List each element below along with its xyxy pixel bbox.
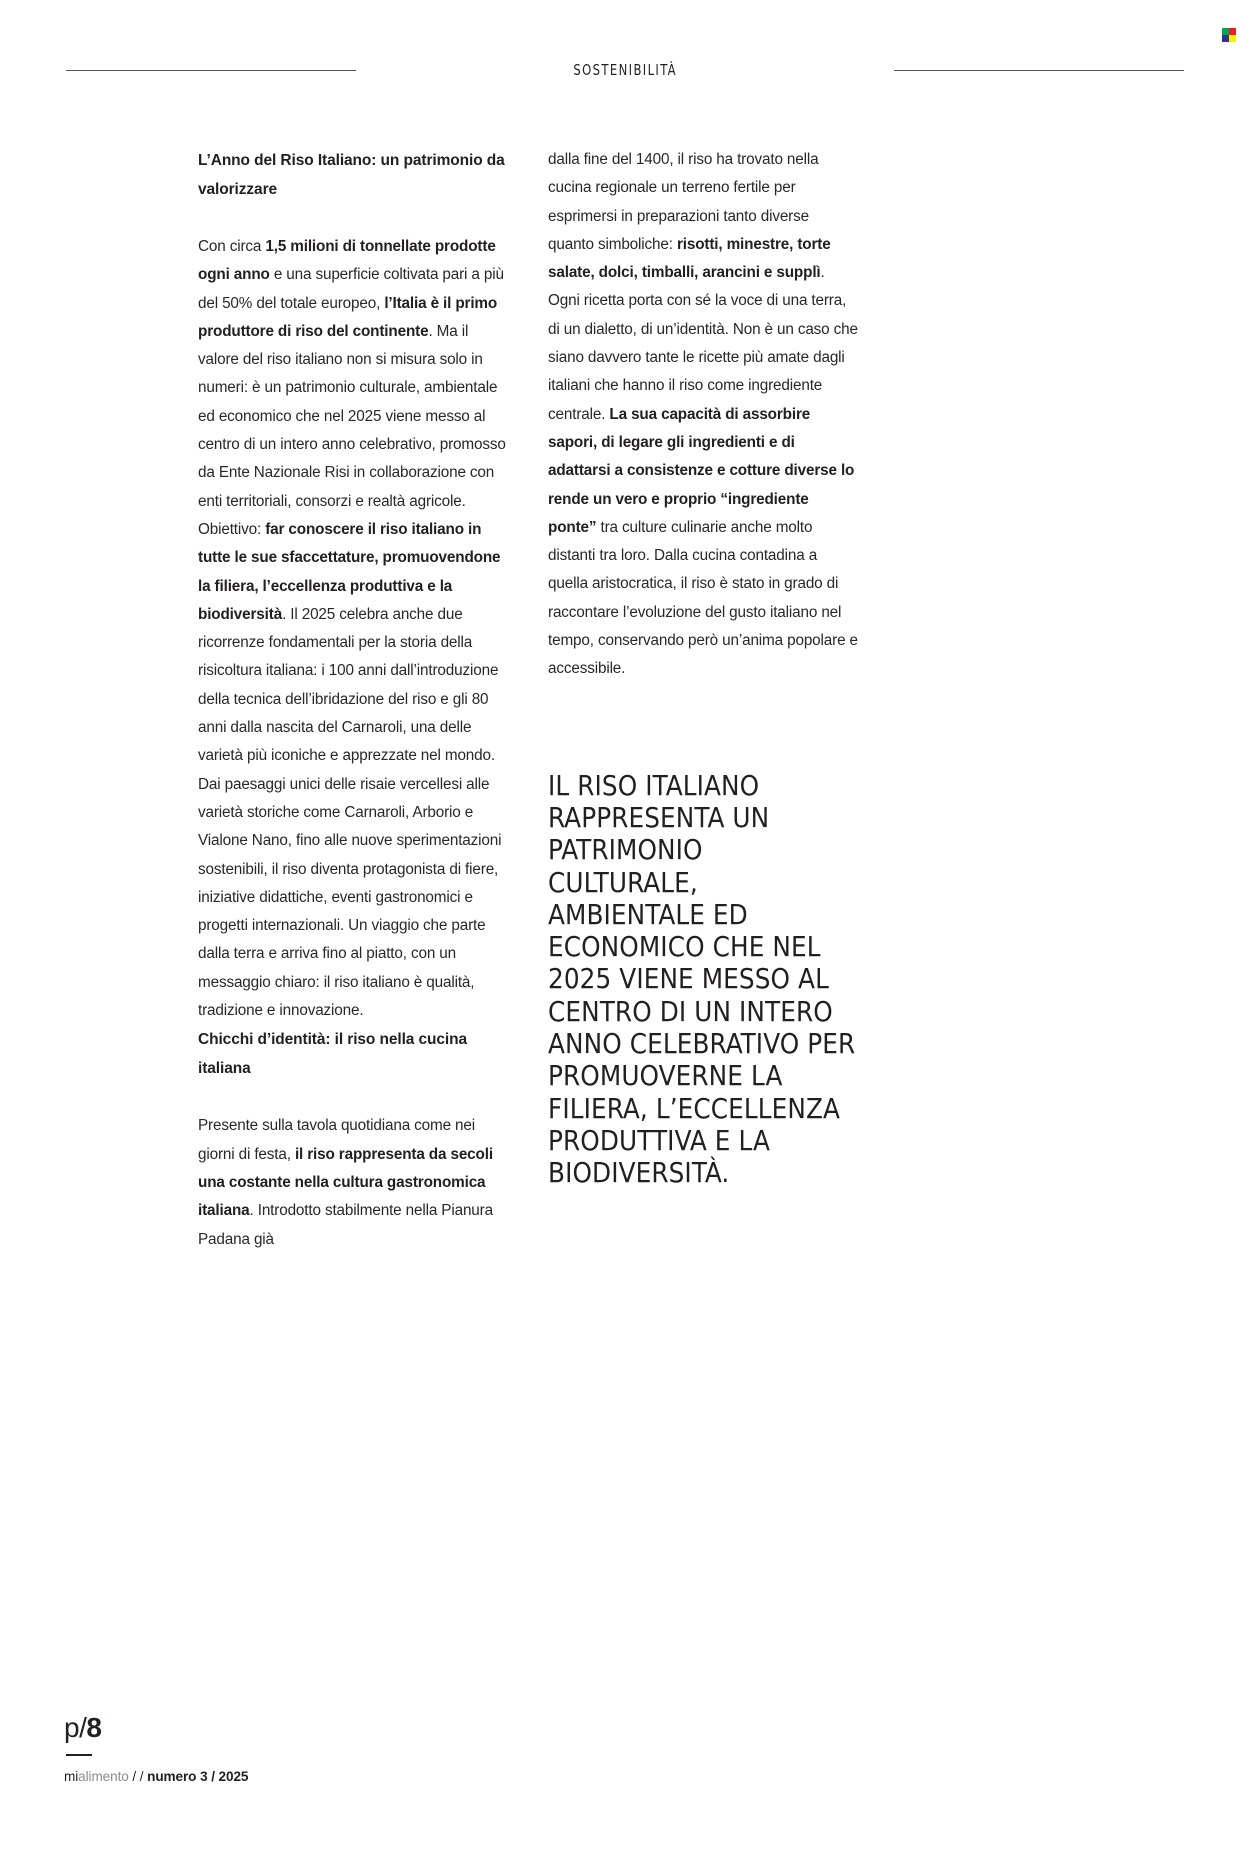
- text-run-bold: risotti, minestre, torte salate, dolci, timballi, arancini e supplì: [548, 235, 831, 282]
- imprint-issue: numero 3 / 2025: [147, 1769, 249, 1784]
- page-number-value: 8: [86, 1712, 102, 1743]
- page-number-prefix: p/: [64, 1712, 87, 1743]
- text-run: e una superficie coltivata pari a più del 50% del totale europeo,: [198, 266, 504, 312]
- imprint-brand-light: alimento: [78, 1769, 129, 1784]
- page-footer: [64, 1712, 464, 1786]
- imprint-separator: / /: [128, 1769, 148, 1784]
- print-registration-colour-mark: [1222, 28, 1236, 42]
- paragraph-cucina-continued: [548, 146, 858, 684]
- text-run-bold: l’Italia è il primo produttore di riso del continente: [198, 294, 498, 340]
- colour-swatch-blue: [1222, 35, 1229, 42]
- paragraph-cucina: [198, 1112, 508, 1253]
- paragraph-intro: [198, 233, 508, 1025]
- column-left: [198, 146, 508, 1254]
- imprint-brand-dark: mi: [64, 1769, 79, 1784]
- text-run: dalla fine del 1400, il riso ha trovato nella cucina regionale un terreno fertile per esprimersi in preparazioni tanto diverse quanto simboliche:: [548, 151, 819, 253]
- text-run-bold: La sua capacità di assorbire sapori, di legare gli ingredienti e di adattarsi a consistenze e cotture diverse lo rende un vero e proprio “ingrediente ponte”: [548, 405, 855, 536]
- running-header: [66, 56, 1184, 84]
- text-run: . Il 2025 celebra anche due ricorrenze fondamentali per la storia della risicoltura italiana: i 100 anni dall’introduzione della tecnica dell’ibridazione del riso e gli 80 anni dalla nascita del Carnaroli, una delle varietà più iconiche e apprezzate nel mondo. Dai paesaggi unici delle risaie vercellesi alle varietà storiche come Carnaroli, Arborio e Vialone Nano, fino alle nuove sperimentazioni sostenibili, il riso diventa protagonista di fiere, iniziative didattiche, eventi gastronomici e progetti internazionali. Un viaggio che parte dalla terra e arriva fino al piatto, con un messaggio chiaro: il riso italiano è qualità, tradizione e innovazione.: [198, 605, 502, 1020]
- colour-swatch-yellow: [1229, 35, 1236, 42]
- header-rule-left: [66, 70, 356, 71]
- colour-swatch-green: [1222, 28, 1229, 35]
- page-number: [64, 1712, 464, 1744]
- text-run: Presente sulla tavola quotidiana come nei giorni di festa,: [198, 1117, 476, 1163]
- article-heading: L’Anno del Riso Italiano: un patrimonio da valorizzare: [198, 152, 505, 198]
- article-subheading: Chicchi d’identità: il riso nella cucina italiana: [198, 1031, 468, 1078]
- article-body: [198, 146, 858, 1254]
- footer-divider: [66, 1754, 92, 1756]
- text-run: tra culture culinarie anche molto distanti tra loro. Dalla cucina contadina a quella aristocratica, il riso è stato in grado di raccontare l’evoluzione del gusto italiano nel tempo, conservando però un’anima popolare e accessibile.: [548, 518, 858, 678]
- text-run-bold: 1,5 milioni di tonnellate prodotte ogni anno: [198, 238, 496, 284]
- column-right: [548, 146, 858, 1190]
- footer-imprint: [64, 1768, 464, 1786]
- header-rule-right: [894, 70, 1184, 71]
- text-run: . Introdotto stabilmente nella Pianura Padana già: [198, 1202, 493, 1248]
- text-run: . Ma il valore del riso italiano non si misura solo in numeri: è un patrimonio culturale, ambientale ed economico che nel 2025 viene messo al centro di un intero anno celebrativo, promosso da Ente Nazionale Risi in collaborazione con enti territoriali, consorzi e realtà agricole. Obiettivo:: [198, 322, 506, 538]
- section-kicker: SOSTENIBILITÀ: [573, 61, 677, 79]
- text-run: . Ogni ricetta porta con sé la voce di una terra, di un dialetto, di un’identità. Non è un caso che siano davvero tante le ricette più amate dagli italiani che hanno il riso come ingrediente centrale.: [548, 264, 858, 423]
- text-run-bold: far conoscere il riso italiano in tutte le sue sfaccettature, promuovendone la filiera, l’eccellenza produttiva e la biodiversità: [198, 520, 501, 623]
- colour-swatch-red: [1229, 28, 1236, 35]
- text-run: Con circa: [198, 238, 266, 255]
- text-run-bold: il riso rappresenta da secoli una costante nella cultura gastronomica italiana: [198, 1145, 493, 1220]
- pull-quote: IL RISO ITALIANO RAPPRESENTA UN PATRIMONIO CULTURALE, AMBIENTALE ED ECONOMICO CHE NEL 2025 VIENE MESSO AL CENTRO DI UN INTERO ANNO CELEBRATIVO PER PROMUOVERNE LA FILIERA, L’ECCELLENZA PRODUTTIVA E LA BIODIVERSITÀ.: [548, 769, 856, 1190]
